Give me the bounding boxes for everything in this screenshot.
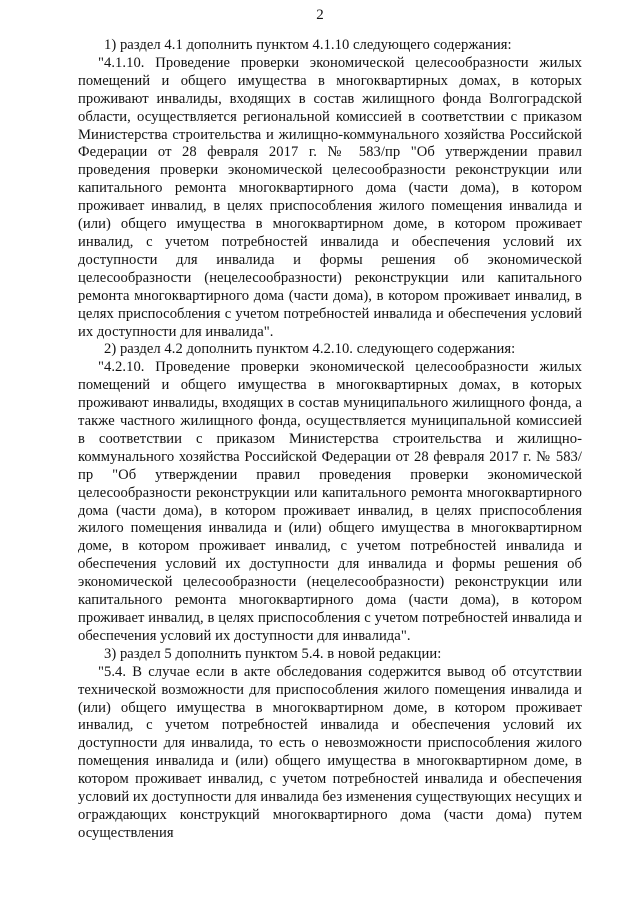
page-number: 2 xyxy=(316,7,324,23)
item-2-text: "4.2.10. Проведение проверки экономической целесообразности жилых помещений и общего имущества в многоквартирных домах, в которых проживают инвалиды, входящих в состав муниципального жилищного фонда, а также частного жилищного фонда, осуществляется муниципальной комиссией в соответствии с приказом Министерства строительства и жилищно-коммунального хозяйства Российской Федерации от 28 февраля 2017 г. № 583/пр "Об утверждении правил проведения проверки экономической целесообразности реконструкции или капитального ремонта многоквартирного дома (части дома), в котором проживает инвалид, в целях приспособления жилого помещения инвалида и (или) общего имущества в многоквартирном доме, в котором проживает инвалид, с учетом потребностей инвалида и обеспечения условий их доступности для инвалида и формы решения об экономической целесообразности (нецелесообразности) реконструкции или капитального ремонта многоквартирного дома (части дома), в котором проживает инвалид, в целях приспособления с учетом потребностей инвалида и обеспечения условий их доступности для инвалида". xyxy=(78,359,582,644)
item-3-heading: 3) раздел 5 дополнить пунктом 5.4. в новой редакции: xyxy=(104,645,442,662)
item-1-heading: 1) раздел 4.1 дополнить пунктом 4.1.10 следующего содержания: xyxy=(104,37,512,53)
item-3-text: "5.4. В случае если в акте обследования содержится вывод об отсутствии технической возможности для приспособления жилого помещения инвалида и (или) общего имущества в многоквартирном доме, в котором проживает инвалид, с учетом потребностей инвалида и обеспечения условий их доступности для инвалида, то есть о невозможности приспособления жилого помещения инвалида и (или) общего имущества в многоквартирном доме, в котором проживает инвалид, с учетом потребностей инвалида и обеспечения условий их доступности для инвалида без изменения существующих несущих и ограждающих конструкций многоквартирного дома (части дома) путем осуществления xyxy=(78,663,582,841)
item-2-heading: 2) раздел 4.2 дополнить пунктом 4.2.10. следующего содержания: xyxy=(104,341,516,358)
item-1-text: "4.1.10. Проведение проверки экономической целесообразности жилых помещений и общего имущества в многоквартирных домах, в которых проживают инвалиды, входящих в состав жилищного фонда Волгоградской области, осуществляется региональной комиссией в соответствии с приказом Министерства строительства и жилищно-коммунального хозяйства Российской Федерации от 28 февраля 2017 г. № 583/пр "Об утверждении правил проведения проверки экономической целесообразности реконструкции или капитального ремонта многоквартирного дома (части дома), в котором проживает инвалид, в целях приспособления жилого помещения инвалида и (или) общего имущества в многоквартирном доме, в котором проживает инвалид, с учетом потребностей инвалида и обеспечения условий их доступности для инвалида и формы решения об экономической целесообразности (нецелесообразности) реконструкции или капитального ремонта многоквартирного дома (части дома), в котором проживает инвалид, в целях приспособления с учетом потребностей инвалида и обеспечения условий их доступности для инвалида". xyxy=(78,54,582,340)
document-body xyxy=(78,37,582,843)
